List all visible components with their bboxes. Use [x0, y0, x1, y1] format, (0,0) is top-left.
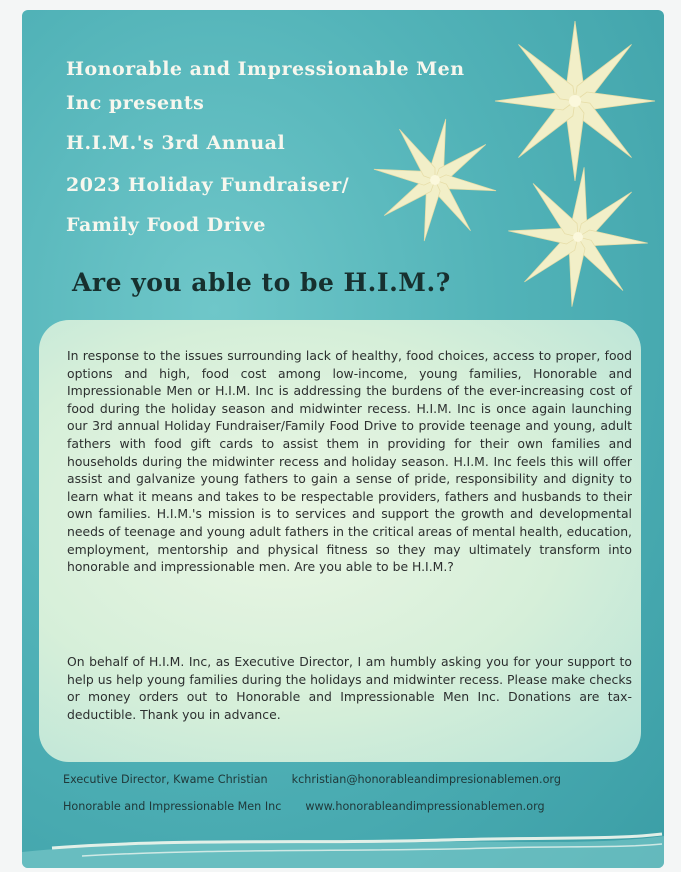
title-line-3: H.I.M.'s 3rd Annual	[66, 132, 286, 154]
title-line-2: Inc presents	[66, 92, 205, 114]
flyer	[22, 10, 664, 868]
title-line-4: 2023 Holiday Fundraiser/	[66, 174, 350, 196]
body-paragraph-2: On behalf of H.I.M. Inc, as Executive Director, I am humbly asking you for your support to help us help young families during the holidays and midwinter recess. Please make checks or money orders out to Honorable and Impressionable Men Inc. Donations are tax-deductible. Thank you in advance.	[67, 654, 632, 722]
star-icon-medium	[370, 110, 500, 250]
star-icon-small	[498, 162, 658, 312]
footer-org-line	[63, 800, 545, 813]
footer-contact-line	[63, 773, 561, 786]
title-line-1: Honorable and Impressionable Men	[66, 58, 465, 80]
title-line-5: Family Food Drive	[66, 214, 266, 236]
org-name: Honorable and Impressionable Men Inc	[63, 800, 282, 813]
website-link[interactable]: www.honorableandimpressionablemen.org	[305, 800, 545, 813]
headline: Are you able to be H.I.M.?	[72, 268, 451, 297]
star-icon-large	[480, 16, 664, 186]
body-paragraph-1: In response to the issues surrounding lack of healthy, food choices, access to proper, food options and high, food cost among low-income, young families, Honorable and Impressionable Men or H.I.M. Inc is addressing the burdens of the ever-increasing cost of food during the holiday season and midwinter recess. H.I.M. Inc is once again launching our 3rd annual Holiday Fundraiser/Family Food Drive to provide teenage and young, adult fathers with food gift cards to assist them in providing for their own families and households during the midwinter recess and holiday season. H.I.M. Inc feels this will offer assist and galvanize young fathers to gain a sense of pride, responsibility and dignity to learn what it means and takes to be respectable providers, fathers and husbands to their own families. H.I.M.'s mission is to services and support the growth and developmental needs of teenage and young adult fathers in the critical areas of mental health, education, employment, mentorship and physical fitness so they may ultimately transform into honorable and impressionable men. Are you able to be H.I.M.?	[67, 348, 632, 575]
director-name: Executive Director, Kwame Christian	[63, 773, 268, 786]
contact-email[interactable]: kchristian@honorableandimpresionablemen.org	[291, 773, 561, 786]
wave-decoration	[22, 822, 664, 868]
